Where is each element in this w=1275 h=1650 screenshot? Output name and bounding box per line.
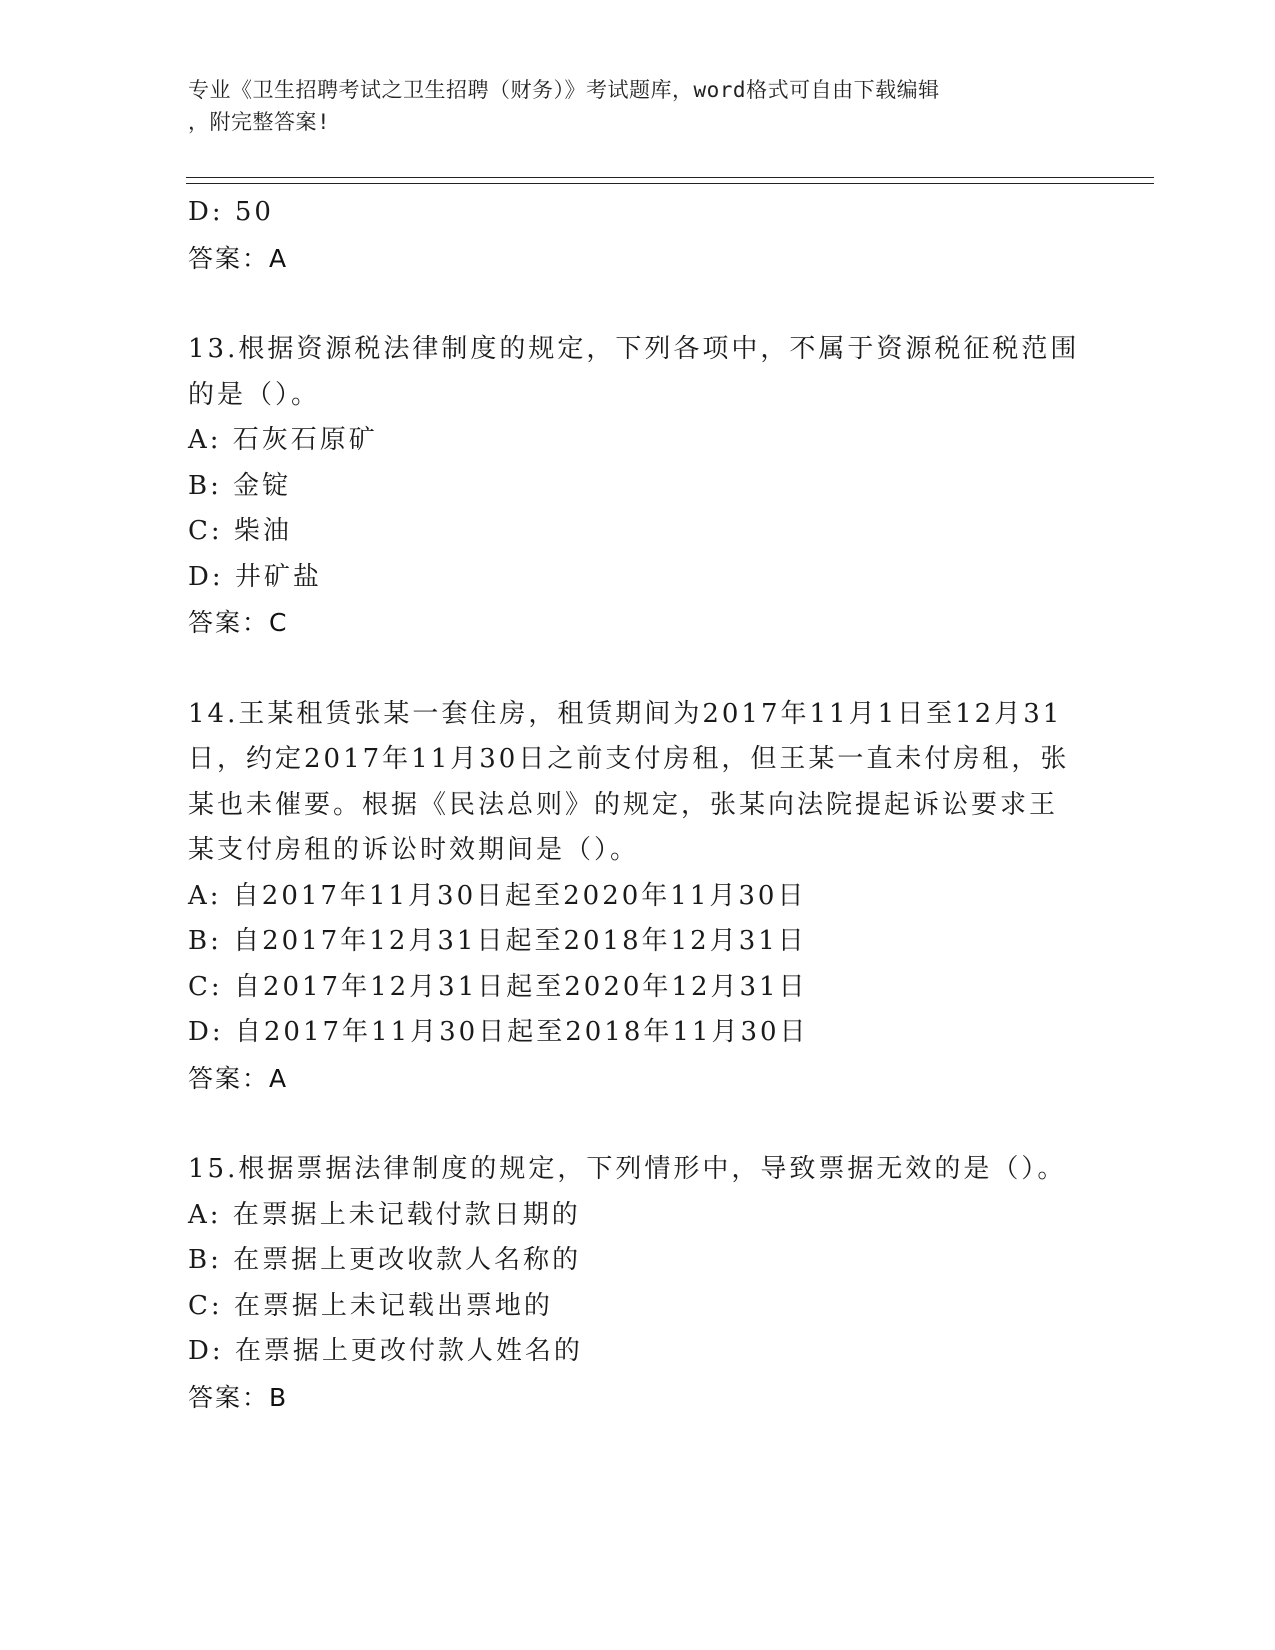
spacer [188,646,1088,692]
header-line-2: ，附完整答案! [188,110,331,134]
spacer [188,1101,1088,1147]
question-15-option-a: A: 在票据上未记载付款日期的 [188,1199,581,1230]
question-13 [188,327,1088,646]
question-13-answer: 答案：C [188,608,289,637]
question-14-option-c: C: 自2017年12月31日起至2020年12月31日 [188,971,808,1002]
question-14-answer: 答案：A [188,1063,289,1093]
question-14-line-4: 某支付房租的诉讼时效期间是（）。 [188,835,640,865]
header-rule-top [186,177,1154,178]
question-content [188,190,1088,1420]
question-14-option-b: B: 自2017年12月31日起至2018年12月31日 [188,926,807,956]
question-13-line-2: 的是（）。 [188,379,321,410]
question-13-option-b: B: 金锭 [188,470,292,501]
question-13-option-a: A: 石灰石原矿 [188,425,378,455]
question-14 [188,692,1088,1102]
prev-option-d: D: 50 [188,197,274,227]
question-13-line-1: 13.根据资源税法律制度的规定，下列各项中，不属于资源税征税范围 [188,334,1080,364]
question-15-answer: 答案：B [188,1382,289,1412]
question-15-option-b: B: 在票据上更改收款人名称的 [188,1245,582,1275]
question-14-line-2: 日，约定2017年11月30日之前支付房租，但王某一直未付房租，张 [188,744,1070,774]
page-header [188,74,1068,138]
question-15-line-1: 15.根据票据法律制度的规定，下列情形中，导致票据无效的是（）。 [188,1154,1067,1184]
prev-answer: 答案：A [188,243,289,273]
question-14-line-1: 14.王某租赁张某一套住房，租赁期间为2017年11月1日至12月31 [188,698,1063,729]
question-14-line-3: 某也未催要。根据《民法总则》的规定，张某向法院提起诉讼要求王 [188,789,1059,820]
question-13-option-c: C: 柴油 [188,516,292,546]
question-14-option-a: A: 自2017年11月30日起至2020年11月30日 [188,880,807,911]
question-15 [188,1147,1088,1420]
question-15-option-c: C: 在票据上未记载出票地的 [188,1290,553,1321]
spacer [188,281,1088,327]
question-13-option-d: D: 井矿盐 [188,561,322,592]
header-rule-bottom [186,183,1154,184]
question-15-option-d: D: 在票据上更改付款人姓名的 [188,1336,583,1366]
header-line-1: 专业《卫生招聘考试之卫生招聘（财务）》考试题库，word格式可自由下载编辑 [188,78,940,102]
question-14-option-d: D: 自2017年11月30日起至2018年11月30日 [188,1017,809,1047]
